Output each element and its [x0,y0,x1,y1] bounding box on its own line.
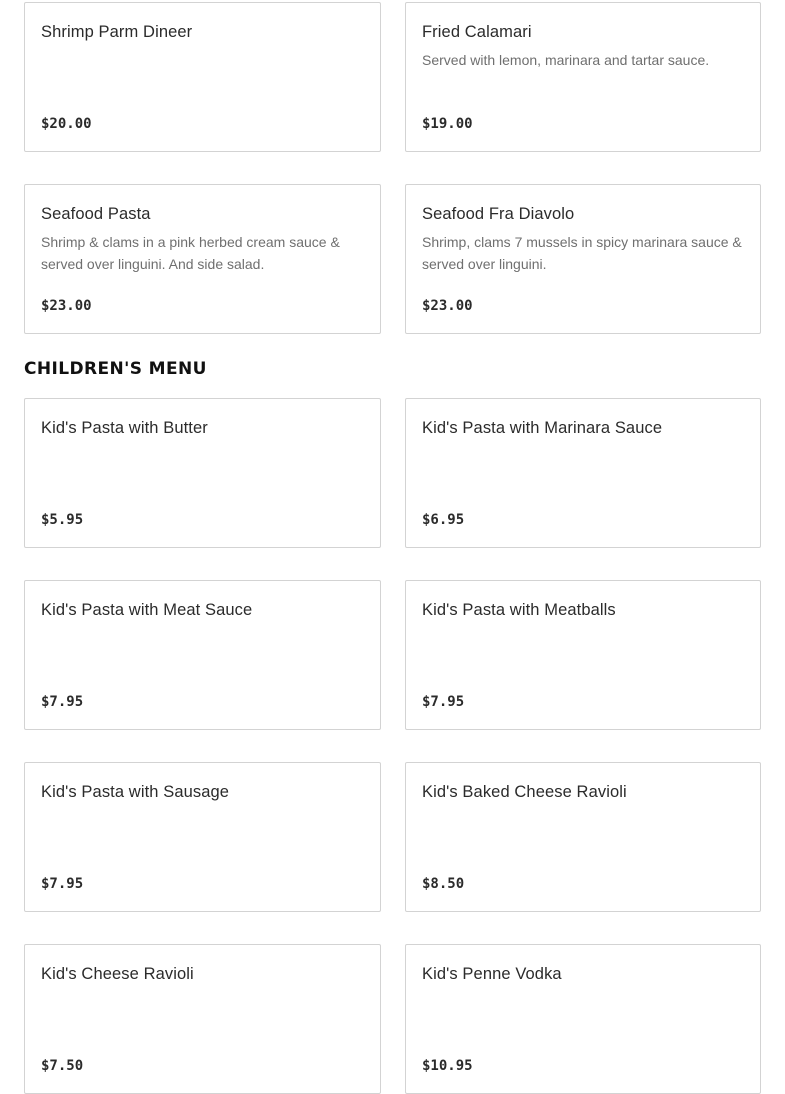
menu-item-name: Seafood Pasta [41,205,151,223]
menu-item-card[interactable] [405,2,761,152]
menu-item-description: Shrimp, clams 7 mussels in spicy marinara sauce & served over linguini. [422,234,742,272]
menu-item-name: Kid's Penne Vodka [422,965,562,983]
menu-item-price: $7.95 [41,694,84,710]
menu-item-card[interactable] [405,944,761,1094]
menu-item-price: $5.95 [41,512,84,528]
menu-item-name: Kid's Pasta with Butter [41,419,208,437]
menu-item-name: Kid's Baked Cheese Ravioli [422,783,627,801]
menu-item-card[interactable] [24,398,381,548]
menu-item-price: $19.00 [422,116,473,132]
menu-item-price: $7.95 [41,876,84,892]
menu-item-name: Kid's Pasta with Marinara Sauce [422,419,663,437]
menu-item-name: Kid's Cheese Ravioli [41,965,194,983]
menu-item-card[interactable] [405,762,761,912]
menu-item-card[interactable] [405,580,761,730]
menu-item-card[interactable] [24,944,381,1094]
menu-item-card[interactable] [405,184,761,334]
menu-item-name: Kid's Pasta with Meatballs [422,601,616,619]
menu-item-card[interactable] [24,2,381,152]
menu-item-price: $23.00 [422,298,473,314]
menu-item-price: $10.95 [422,1058,473,1074]
menu-item-price: $8.50 [422,876,465,892]
menu-item-price: $23.00 [41,298,92,314]
menu-item-price: $20.00 [41,116,92,132]
menu-item-card[interactable] [24,762,381,912]
menu-item-card[interactable] [24,580,381,730]
menu-item-card[interactable] [405,398,761,548]
menu-item-name: Kid's Pasta with Sausage [41,783,230,801]
menu-item-card[interactable] [24,184,381,334]
menu-item-price: $7.95 [422,694,465,710]
menu-item-name: Shrimp Parm Dineer [41,23,193,41]
childrens-menu-grid [24,398,761,1094]
seafood-items-grid [24,2,761,334]
menu-item-price: $7.50 [41,1058,84,1074]
menu-item-name: Seafood Fra Diavolo [422,205,575,223]
section-title-childrens-menu: CHILDREN'S MENU [24,359,207,379]
menu-item-price: $6.95 [422,512,465,528]
menu-item-name: Fried Calamari [422,23,532,41]
menu-item-name: Kid's Pasta with Meat Sauce [41,601,253,619]
menu-item-description: Served with lemon, marinara and tartar sauce. [422,52,710,68]
menu-item-description: Shrimp & clams in a pink herbed cream sauce & served over linguini. And side salad. [41,234,340,272]
